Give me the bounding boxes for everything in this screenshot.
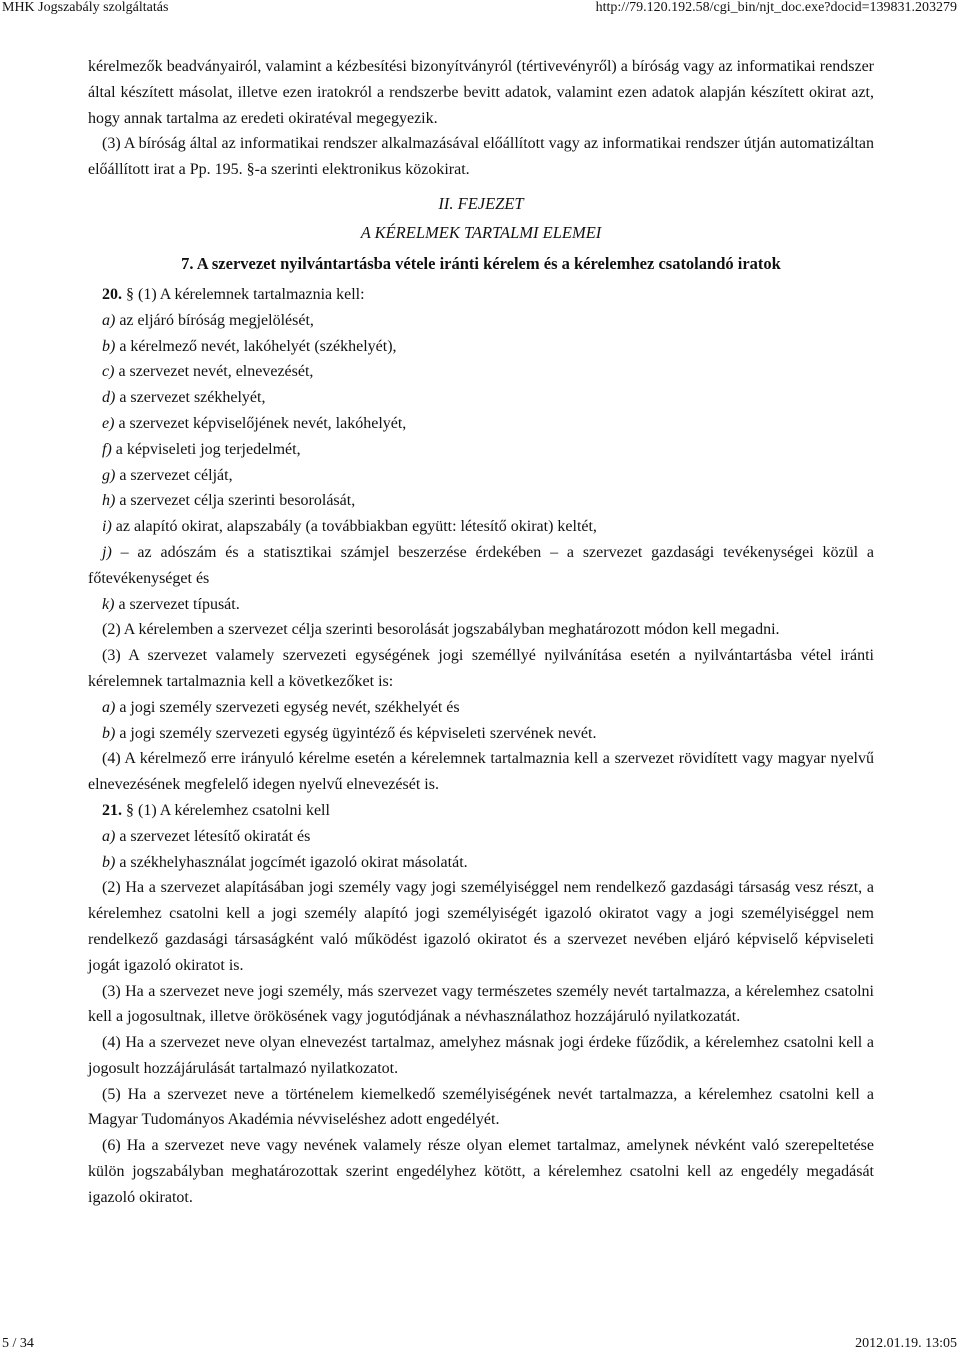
list-item xyxy=(88,411,874,437)
list-item-marker: i) xyxy=(102,518,112,536)
list-item-marker: a) xyxy=(102,827,116,845)
list-item-marker: j) xyxy=(102,543,112,561)
list-item xyxy=(88,488,874,514)
paragraph-20-3: (3) A szervezet valamely szervezeti egységének jogi személlyé nyilvánítása esetén a nyilvántartásba vétel iránti kérelemnek tartalmaznia kell a következőket is: xyxy=(88,647,874,690)
list-item-text: a kérelmező nevét, lakóhelyét (székhelyét), xyxy=(115,337,397,355)
header-url[interactable]: http://79.120.192.58/cgi_bin/njt_doc.exe?docid=139831.203279 xyxy=(595,0,957,15)
paragraph-21-4: (4) Ha a szervezet neve olyan elnevezést tartalmaz, amelyhez másnak jogi érdeke fűződik, a kérelemhez csatolni kell a jogosult hozzájárulását tartalmazó nyilatkozatot. xyxy=(88,1034,874,1077)
list-item-marker: a) xyxy=(102,698,116,716)
paragraph-20-3-items xyxy=(88,695,874,747)
list-item xyxy=(88,721,874,747)
list-item-text: a szervezet képviselőjének nevét, lakóhelyét, xyxy=(114,414,407,432)
list-item-text: – az adószám és a statisztikai számjel beszerzése érdekében – a szervezet gazdasági tevékenységei közül a főtevékenységet és xyxy=(88,543,874,587)
list-item xyxy=(88,592,874,618)
list-item xyxy=(88,850,874,876)
paragraph-21-3: (3) Ha a szervezet neve jogi személy, más szervezet vagy természetes személy nevét tartalmazza, a kérelemhez csatolni kell a jogosultnak, illetve örökösének vagy jogutódjának a névhasználathoz hozzájáruló nyilatkozatát. xyxy=(88,982,874,1026)
list-item xyxy=(88,437,874,463)
chapter-number: II. FEJEZET xyxy=(438,193,524,213)
chapter-title: A KÉRELMEK TARTALMI ELEMEI xyxy=(360,222,602,242)
list-item-marker: b) xyxy=(102,853,116,871)
paragraph-21-5: (5) Ha a szervezet neve a történelem kiemelkedő személyiségének nevét tartalmazza, a kérelemhez csatolni kell a Magyar Tudományos Akadémia névviseléshez adott engedélyét. xyxy=(88,1085,874,1129)
list-item-marker: h) xyxy=(102,492,116,510)
list-item-text: a szervezet típusát. xyxy=(114,595,240,613)
paragraph-21-lead xyxy=(88,798,874,824)
paragraph-21-items xyxy=(88,824,874,876)
paragraph-lead-text: § (1) A kérelemnek tartalmaznia kell: xyxy=(122,285,365,303)
list-item xyxy=(88,463,874,489)
list-item xyxy=(88,824,874,850)
list-item-text: a képviseleti jog terjedelmét, xyxy=(111,440,301,458)
paragraph-number: 20. xyxy=(102,285,122,303)
document-body xyxy=(88,54,874,1211)
header-source: MHK Jogszabály szolgáltatás xyxy=(2,0,169,15)
intro-paragraph-2: (3) A bíróság által az informatikai rendszer alkalmazásával előállított vagy az informatikai rendszer útján automatizáltan előállított irat a Pp. 195. §-a szerinti elektronikus közokirat. xyxy=(88,135,874,179)
list-item-text: a székhelyhasználat jogcímét igazoló okirat másolatát. xyxy=(115,853,468,871)
list-item-text: a szervezet célját, xyxy=(115,466,233,484)
paragraph-20-lead xyxy=(88,282,874,308)
list-item-marker: d) xyxy=(102,389,116,407)
list-item xyxy=(88,308,874,334)
paragraph-lead-text: § (1) A kérelemhez csatolni kell xyxy=(122,801,330,819)
list-item-text: a szervezet létesítő okiratát és xyxy=(115,827,311,845)
section-title: 7. A szervezet nyilvántartásba vétele iránti kérelem és a kérelemhez csatolandó iratok xyxy=(181,253,781,273)
list-item xyxy=(88,540,874,592)
list-item-text: a szervezet nevét, elnevezését, xyxy=(114,363,314,381)
list-item-text: az eljáró bíróság megjelölését, xyxy=(115,311,314,329)
list-item-marker: a) xyxy=(102,311,116,329)
paragraph-21-6: (6) Ha a szervezet neve vagy nevének valamely része olyan elemet tartalmaz, amelynek névként való szerepeltetése külön jogszabályban meghatározottak szerint engedélyhez kötött, a kérelemhez csatolni kell az engedély megadását igazoló okiratot. xyxy=(88,1137,874,1206)
page-counter: 5 / 34 xyxy=(2,1336,34,1351)
list-item xyxy=(88,359,874,385)
list-item xyxy=(88,514,874,540)
list-item-marker: e) xyxy=(102,414,115,432)
list-item xyxy=(88,695,874,721)
list-item-text: a jogi személy szervezeti egység nevét, székhelyét és xyxy=(115,698,460,716)
intro-paragraph-1: kérelmezők beadványairól, valamint a kézbesítési bizonyítványról (tértivevényről) a bíróság vagy az informatikai rendszer által készített másolat, illetve ezen iratokról a rendszerbe bevitt adatok, valamint ezen adatok alapján készített okirat azt, hogy annak tartalma az eredeti okiratéval megegyezik. xyxy=(88,58,874,127)
list-item-marker: b) xyxy=(102,724,116,742)
list-item-text: a szervezet célja szerinti besorolását, xyxy=(115,492,356,510)
list-item-text: a szervezet székhelyét, xyxy=(115,389,266,407)
list-item-text: a jogi személy szervezeti egység ügyintéző és képviseleti szervének nevét. xyxy=(115,724,597,742)
paragraph-number: 21. xyxy=(102,801,122,819)
list-item xyxy=(88,334,874,360)
paragraph-21-2: (2) Ha a szervezet alapításában jogi személy vagy jogi személyiséggel nem rendelkező gazdasági társaság vesz részt, a kérelemhez csatolni kell a jogi személy alapító jogi személyiségét igazoló okiratot vagy a jogi személyiséggel nem rendelkező gazdasági társaságként való működést igazoló okiratot és a szervezet nevében eljáró képviselő képviseleti jogát igazoló okiratot is. xyxy=(88,879,874,974)
list-item-marker: k) xyxy=(102,595,115,613)
list-item xyxy=(88,385,874,411)
list-item-marker: g) xyxy=(102,466,116,484)
paragraph-20-4: (4) A kérelmező erre irányuló kérelme esetén a kérelemnek tartalmaznia kell a szervezet rövidített vagy magyar nyelvű elnevezésének megfelelő idegen nyelvű elnevezését is. xyxy=(88,750,874,794)
list-item-marker: b) xyxy=(102,337,116,355)
print-datetime: 2012.01.19. 13:05 xyxy=(855,1336,957,1351)
paragraph-20-items xyxy=(88,308,874,618)
paragraph-20-2: (2) A kérelemben a szervezet célja szerinti besorolását jogszabályban meghatározott módon kell megadni. xyxy=(102,621,780,639)
list-item-text: az alapító okirat, alapszabály (a továbbiakban együtt: létesítő okirat) keltét, xyxy=(111,518,597,536)
list-item-marker: f) xyxy=(102,440,112,458)
list-item-marker: c) xyxy=(102,363,115,381)
